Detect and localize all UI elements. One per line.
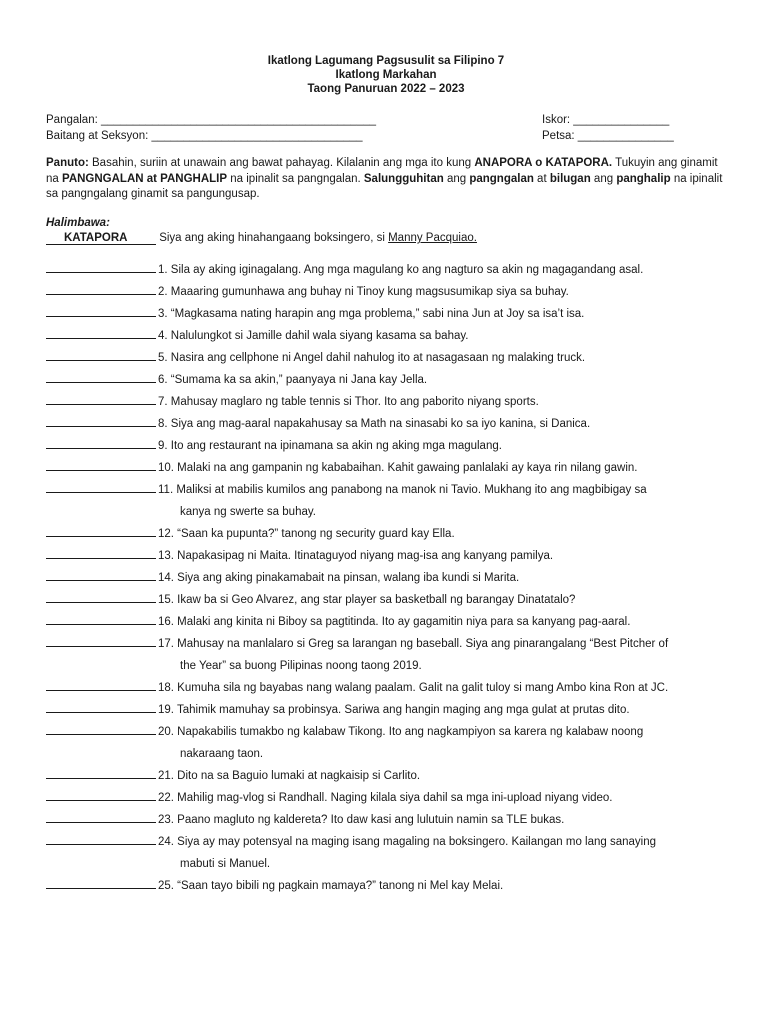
question-text-continuation: the Year” sa buong Pilipinas noong taong 2019. <box>180 660 422 672</box>
instructions-paragraph <box>46 156 726 203</box>
worksheet-header <box>46 54 726 96</box>
answer-blank[interactable] <box>46 325 156 339</box>
question-text: 22. Mahilig mag-vlog si Randhall. Naging kilala siya dahil sa mga ini-upload niyang video. <box>158 792 613 804</box>
question-item <box>46 567 726 589</box>
question-text: 17. Mahusay na manlalaro si Greg sa larangan ng baseball. Siya ang pinarangalang “Best Pitcher of <box>158 638 669 650</box>
date-field[interactable]: Petsa: _______________ <box>542 130 674 142</box>
question-text: 1. Sila ay aking iginagalang. Ang mga magulang ko ang nagturo sa akin ng magagandang asal. <box>158 264 644 276</box>
instructions-text: at <box>533 172 550 185</box>
answer-blank[interactable] <box>46 809 156 823</box>
example-section <box>46 216 726 247</box>
answer-blank[interactable] <box>46 369 156 383</box>
question-text: 14. Siya ang aking pinakamabait na pinsan, walang iba kundi si Marita. <box>158 572 520 584</box>
student-info-fields <box>46 113 726 145</box>
question-text: 6. “Sumama ka sa akin,” paanyaya ni Jana kay Jella. <box>158 374 428 386</box>
answer-blank[interactable] <box>46 589 156 603</box>
instructions-text: na ipinalit sa pangngalang ginamit sa pangungusap. <box>46 172 723 200</box>
answer-blank[interactable] <box>46 457 156 471</box>
question-item <box>46 347 726 369</box>
question-item <box>46 435 726 457</box>
answer-blank[interactable] <box>46 721 156 735</box>
instructions-text: ang <box>443 172 470 185</box>
question-text: 11. Maliksi at mabilis kumilos ang panabong na manok ni Tavio. Mukhang ito ang magbibigay sa <box>158 484 647 496</box>
score-field[interactable]: Iskor: _______________ <box>542 114 670 126</box>
section-field[interactable]: Baitang at Seksyon: _________________________________ <box>46 130 363 142</box>
question-text: 7. Mahusay maglaro ng table tennis si Thor. Ito ang paborito niyang sports. <box>158 396 539 408</box>
question-text-continuation: mabuti si Manuel. <box>180 858 271 870</box>
question-item <box>46 765 726 787</box>
question-item <box>46 457 726 479</box>
question-item <box>46 875 726 897</box>
example-underlined-noun: Manny Pacquiao. <box>388 232 477 244</box>
question-item <box>46 699 726 721</box>
answer-blank[interactable] <box>46 699 156 713</box>
question-text: 21. Dito na sa Baguio lumaki at nagkaisip si Carlito. <box>158 770 421 782</box>
question-item <box>46 545 726 567</box>
exam-title: Ikatlong Lagumang Pagsusulit sa Filipino 7 <box>267 55 505 67</box>
question-text: 13. Napakasipag ni Maita. Itinataguyod niyang mag-isa ang kanyang pamilya. <box>158 550 554 562</box>
question-item <box>46 523 726 545</box>
question-item <box>46 721 726 765</box>
answer-blank[interactable] <box>46 303 156 317</box>
question-item <box>46 391 726 413</box>
question-text: 3. “Magkasama nating harapin ang mga problema,” sabi nina Jun at Joy sa isa’t isa. <box>158 308 585 320</box>
question-text: 23. Paano magluto ng kaldereta? Ito daw kasi ang lulutuin namin sa TLE bukas. <box>158 814 565 826</box>
question-text-continuation: nakaraang taon. <box>180 748 264 760</box>
question-item <box>46 303 726 325</box>
example-answer: KATAPORA <box>46 232 156 245</box>
instructions-bold-text: panghalip <box>616 172 671 185</box>
question-item <box>46 325 726 347</box>
answer-blank[interactable] <box>46 831 156 845</box>
question-item <box>46 831 726 875</box>
question-text: 15. Ikaw ba si Geo Alvarez, ang star player sa basketball ng barangay Dinatatalo? <box>158 594 576 606</box>
school-year-label: Taong Panuruan 2022 – 2023 <box>307 83 465 95</box>
answer-blank[interactable] <box>46 281 156 295</box>
answer-blank[interactable] <box>46 435 156 449</box>
answer-blank[interactable] <box>46 875 156 889</box>
question-text-continuation: kanya ng swerte sa buhay. <box>180 506 316 518</box>
question-text: 16. Malaki ang kinita ni Biboy sa pagtitinda. Ito ay gagamitin niya para sa kanyang pag-aaral. <box>158 616 631 628</box>
question-text: 25. “Saan tayo bibili ng pagkain mamaya?” tanong ni Mel kay Melai. <box>158 880 504 892</box>
instructions-text: ang <box>590 172 617 185</box>
answer-blank[interactable] <box>46 413 156 427</box>
instructions-text: Basahin, suriin at unawain ang bawat pahayag. Kilalanin ang mga ito kung <box>88 157 475 169</box>
question-item <box>46 611 726 633</box>
name-field[interactable]: Pangalan: ___________________________________________ <box>46 114 377 126</box>
question-item <box>46 479 726 523</box>
question-text: 10. Malaki na ang gampanin ng kababaihan. Kahit gawaing panlalaki ay kaya rin nilang gawin. <box>158 462 638 474</box>
question-item <box>46 281 726 303</box>
answer-blank[interactable] <box>46 765 156 779</box>
question-item <box>46 413 726 435</box>
question-text: 9. Ito ang restaurant na ipinamana sa akin ng aking mga magulang. <box>158 440 502 452</box>
answer-blank[interactable] <box>46 567 156 581</box>
question-item <box>46 589 726 611</box>
instructions-bold-text: bilugan <box>549 172 591 185</box>
question-text: 8. Siya ang mag-aaral napakahusay sa Math na sinasabi ko sa iyo kanina, si Danica. <box>158 418 591 430</box>
instructions-bold-text: Panuto: <box>46 157 89 169</box>
answer-blank[interactable] <box>46 479 156 493</box>
answer-blank[interactable] <box>46 787 156 801</box>
question-text: 4. Nalulungkot si Jamille dahil wala siyang kasama sa bahay. <box>158 330 469 342</box>
answer-blank[interactable] <box>46 391 156 405</box>
question-item <box>46 369 726 391</box>
question-list <box>46 259 726 897</box>
quarter-label: Ikatlong Markahan <box>335 69 437 81</box>
answer-blank[interactable] <box>46 347 156 361</box>
answer-blank[interactable] <box>46 633 156 647</box>
answer-blank[interactable] <box>46 523 156 537</box>
question-text: 20. Napakabilis tumakbo ng kalabaw Tikong. Ito ang nagkampiyon sa karera ng kalabaw noong <box>158 726 644 738</box>
instructions-bold-text: pangngalan <box>469 172 534 185</box>
question-item <box>46 677 726 699</box>
question-item <box>46 633 726 677</box>
question-item <box>46 787 726 809</box>
question-text: 24. Siya ay may potensyal na maging isang magaling na boksingero. Kailangan mo lang sanaying <box>158 836 657 848</box>
question-text: 2. Maaaring gumunhawa ang buhay ni Tinoy kung magsusumikap siya sa buhay. <box>158 286 569 298</box>
question-item <box>46 809 726 831</box>
answer-blank[interactable] <box>46 259 156 273</box>
instructions-text: Tukuyin ang ginamit na <box>46 157 718 185</box>
question-text: 12. “Saan ka pupunta?” tanong ng security guard kay Ella. <box>158 528 455 540</box>
instructions-bold-text: Salungguhitan <box>363 172 444 185</box>
example-sentence: Siya ang aking hinahangaang boksingero, si <box>159 232 389 244</box>
answer-blank[interactable] <box>46 545 156 559</box>
question-item <box>46 259 726 281</box>
example-label: Halimbawa: <box>46 217 110 229</box>
question-text: 5. Nasira ang cellphone ni Angel dahil nahulog ito at nasagasaan ng malaking truck. <box>158 352 586 364</box>
instructions-text: na ipinalit sa pangngalan. <box>227 172 364 185</box>
answer-blank[interactable] <box>46 677 156 691</box>
instructions-bold-text: PANGNGALAN at PANGHALIP <box>62 172 228 185</box>
question-text: 18. Kumuha sila ng bayabas nang walang paalam. Galit na galit tuloy si mang Ambo kina Ron at JC. <box>158 682 669 694</box>
answer-blank[interactable] <box>46 611 156 625</box>
instructions-bold-text: ANAPORA o KATAPORA. <box>474 157 613 169</box>
question-text: 19. Tahimik mamuhay sa probinsya. Sariwa ang hangin maging ang mga gulat at prutas dito. <box>158 704 630 716</box>
example-item <box>46 231 726 247</box>
